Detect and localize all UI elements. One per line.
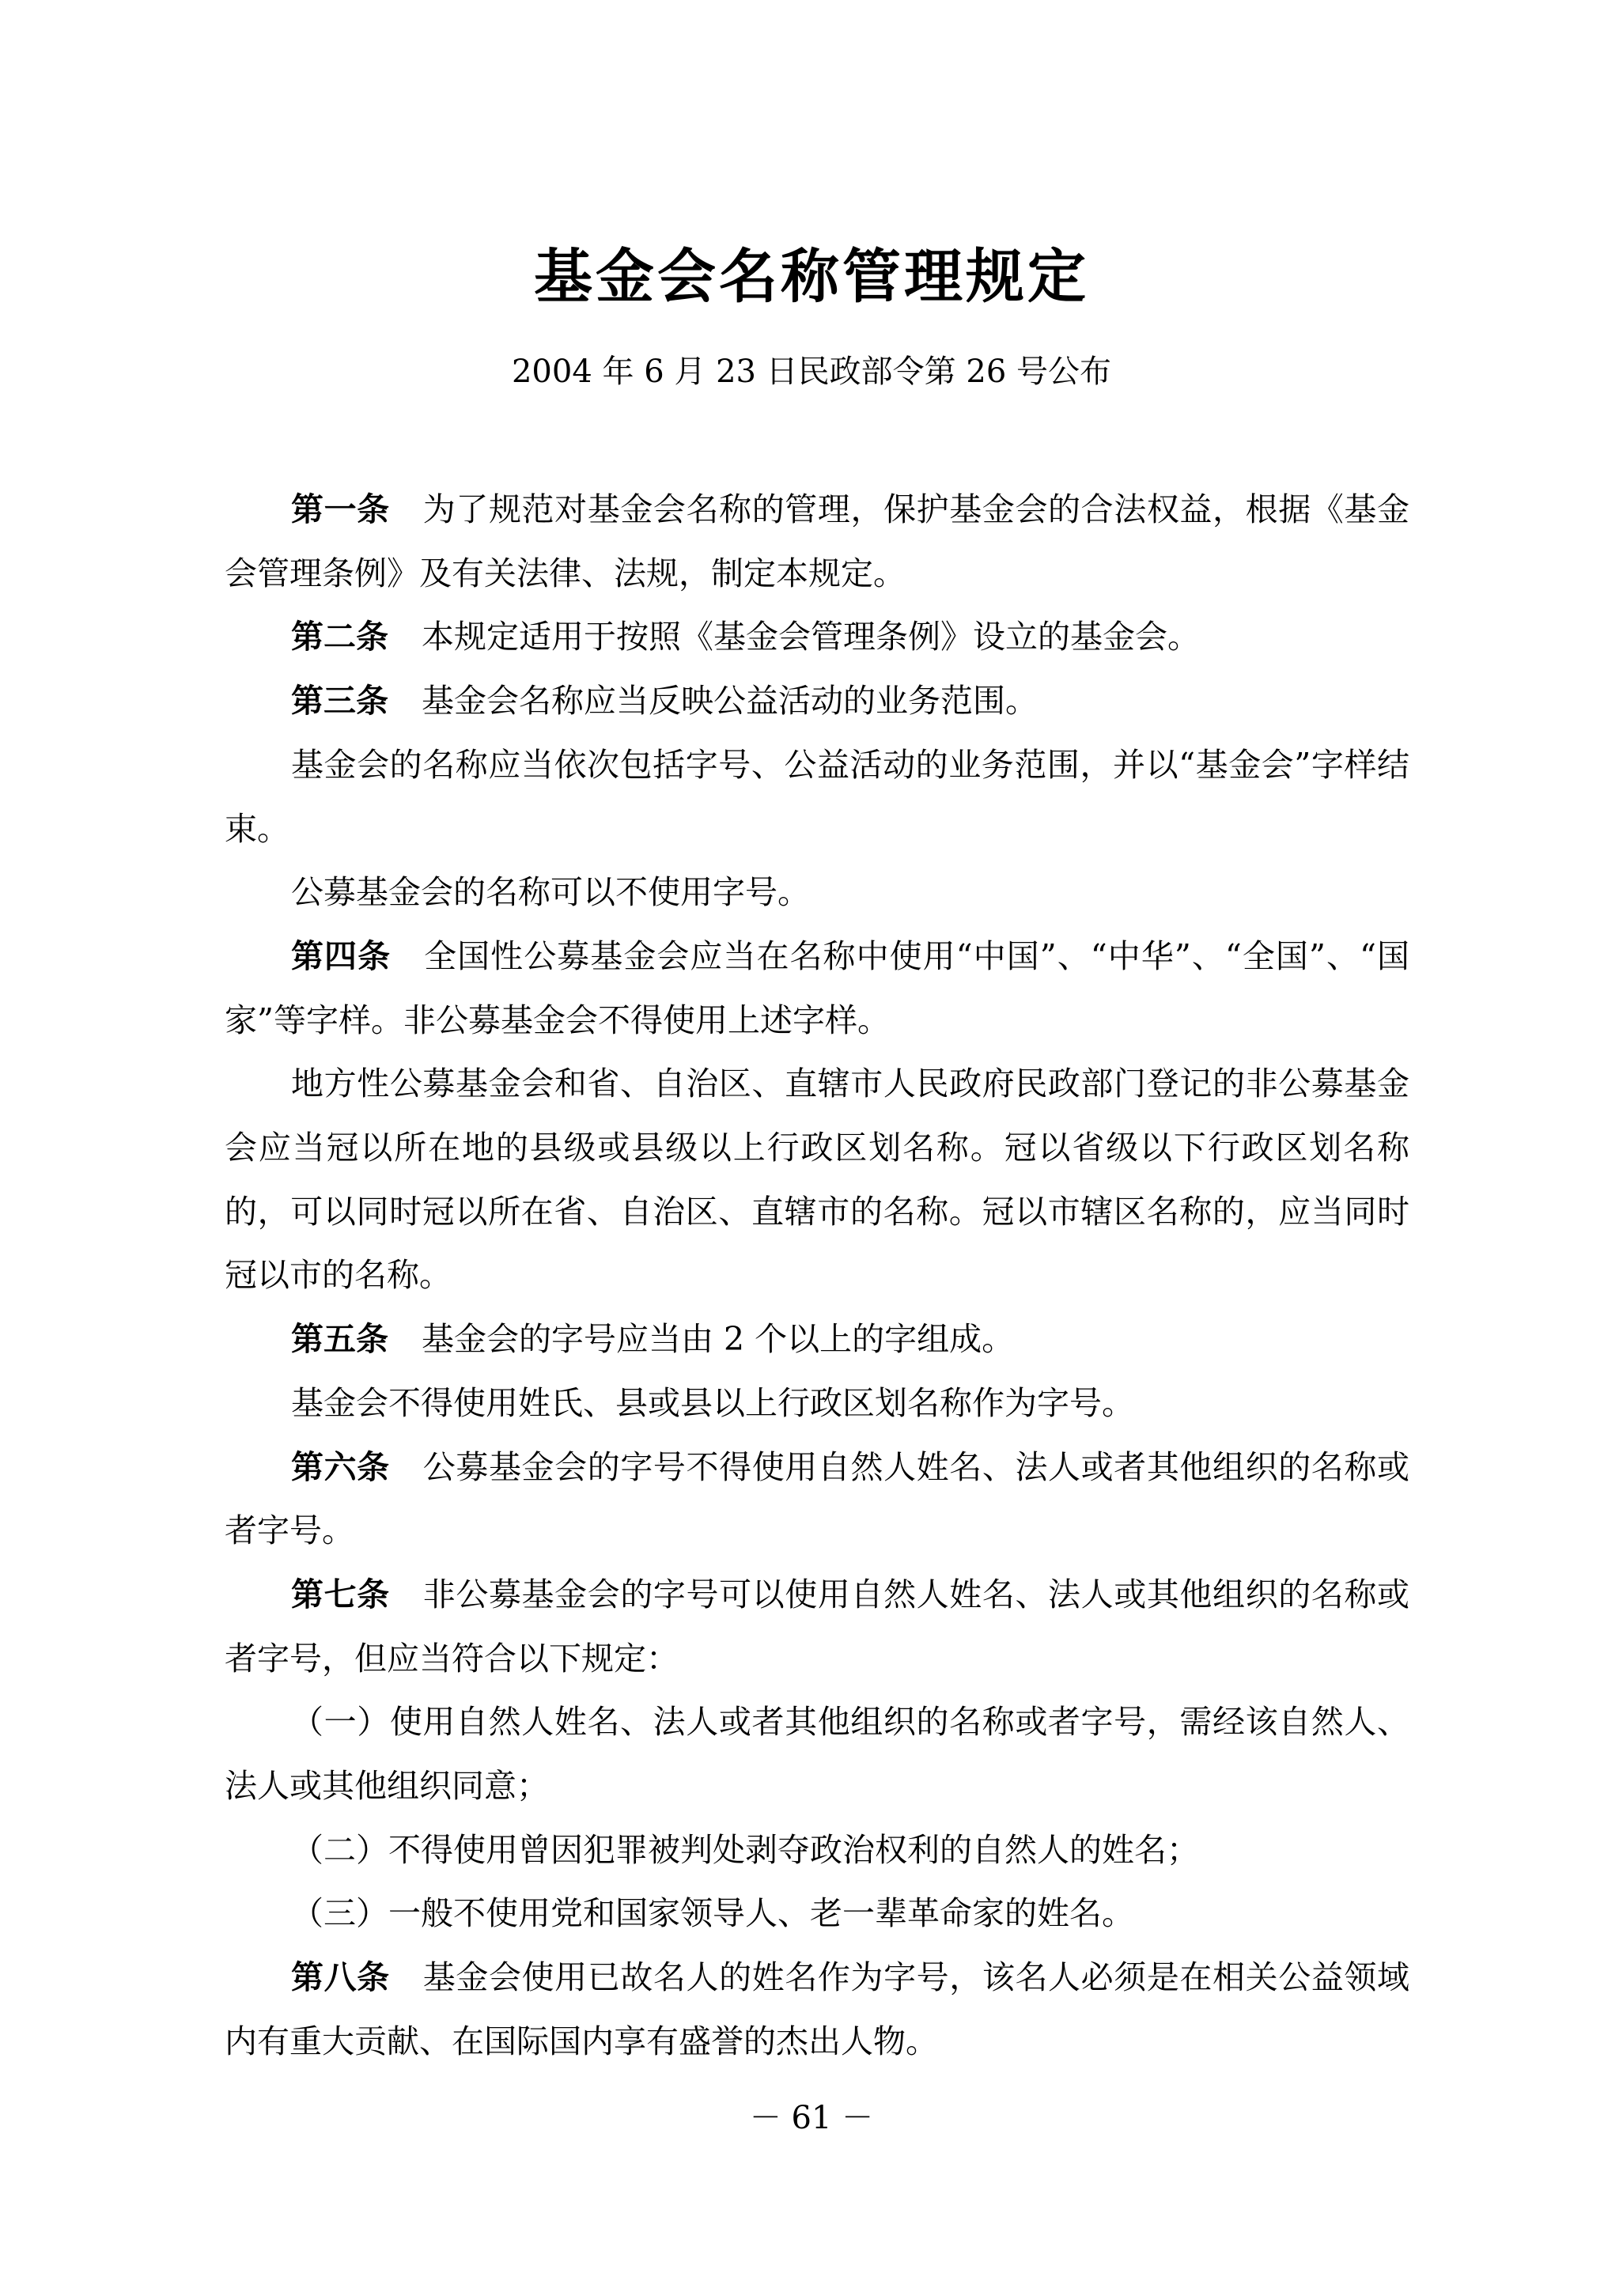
paragraph-text: 为了规范对基金会名称的管理，保护基金会的合法权益，根据《基金会管理条例》及有关法律、法规，制定本规定。: [225, 490, 1409, 592]
article-label: 第二条: [291, 618, 388, 656]
paragraph-text: （二）不得使用曾因犯罪被判处剥夺政治权利的自然人的姓名；: [291, 1830, 1199, 1869]
list-item: [225, 1818, 1409, 1882]
article-label: 第八条: [291, 1958, 390, 1997]
paragraph-text: 基金会的字号应当由 2 个以上的字组成。: [422, 1320, 1015, 1359]
article-paragraph: [225, 478, 1409, 605]
article-paragraph: [225, 605, 1409, 669]
article-paragraph: [225, 1563, 1409, 1690]
paragraph-text: 公募基金会的字号不得使用自然人姓名、法人或者其他组织的名称或者字号。: [225, 1447, 1409, 1550]
page-number: － 61 －: [749, 2100, 874, 2136]
document-title: 基金会名称管理规定: [534, 243, 1089, 311]
paragraph-text: （三）一般不使用党和国家领导人、老一辈革命家的姓名。: [291, 1894, 1134, 1933]
document-body: [225, 478, 1409, 2074]
article-label: 第六条: [291, 1447, 390, 1486]
paragraph-text: 本规定适用于按照《基金会管理条例》设立的基金会。: [422, 618, 1200, 656]
body-paragraph: [225, 1371, 1409, 1435]
paragraph-text: 地方性公募基金会和省、自治区、直辖市人民政府民政部门登记的非公募基金会应当冠以所在地的县级或县级以上行政区划名称。冠以省级以下行政区划名称的，可以同时冠以所在省、自治区、直辖市的名称。冠以市辖区名称的，应当同时冠以市的名称。: [225, 1065, 1409, 1295]
paragraph-text: 非公募基金会的字号可以使用自然人姓名、法人或其他组织的名称或者字号，但应当符合以下规定：: [225, 1575, 1409, 1678]
article-label: 第四条: [291, 936, 392, 975]
article-label: 第三条: [291, 682, 388, 721]
body-paragraph: [225, 1052, 1409, 1307]
article-label: 第五条: [291, 1320, 388, 1359]
paragraph-text: 基金会名称应当反映公益活动的业务范围。: [422, 682, 1038, 721]
body-paragraph: [225, 861, 1409, 925]
paragraph-text: 公募基金会的名称可以不使用字号。: [291, 873, 810, 912]
paragraph-text: （一）使用自然人姓名、法人或者其他组织的名称或者字号，需经该自然人、法人或其他组织同意；: [225, 1703, 1409, 1806]
document-subtitle: 2004 年 6 月 23 日民政部令第 26 号公布: [511, 354, 1112, 390]
article-label: 第七条: [291, 1575, 390, 1613]
paragraph-text: 基金会的名称应当依次包括字号、公益活动的业务范围，并以“基金会”字样结束。: [225, 745, 1409, 848]
paragraph-text: 基金会不得使用姓氏、县或县以上行政区划名称作为字号。: [291, 1383, 1134, 1422]
article-paragraph: [225, 669, 1409, 733]
article-label: 第一条: [291, 490, 390, 528]
article-paragraph: [225, 1946, 1409, 2073]
article-paragraph: [225, 925, 1409, 1052]
paragraph-text: 基金会使用已故名人的姓名作为字号，该名人必须是在相关公益领域内有重大贡献、在国际国内享有盛誉的杰出人物。: [225, 1958, 1409, 2060]
paragraph-text: 全国性公募基金会应当在名称中使用“中国”、“中华”、“全国”、“国家”等字样。非公募基金会不得使用上述字样。: [225, 936, 1409, 1039]
article-paragraph: [225, 1435, 1409, 1563]
body-paragraph: [225, 733, 1409, 861]
article-paragraph: [225, 1307, 1409, 1371]
list-item: [225, 1882, 1409, 1946]
list-item: [225, 1690, 1409, 1818]
